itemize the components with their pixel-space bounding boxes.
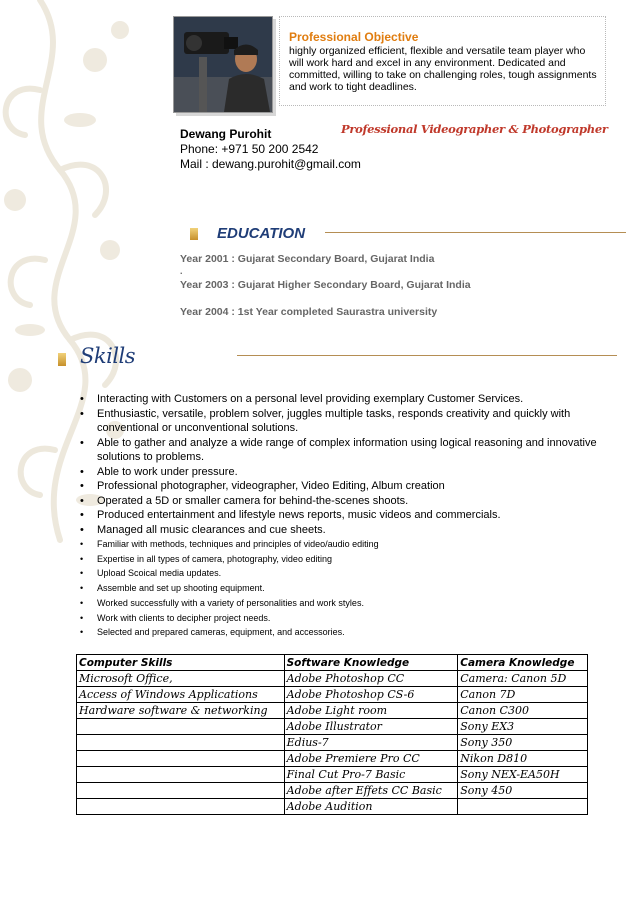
table-row	[77, 703, 588, 719]
table-row	[77, 783, 588, 799]
table-row	[77, 751, 588, 767]
table-header-cell: Software Knowledge	[284, 655, 458, 671]
skill-item: • Enthusiastic, versatile, problem solver, juggles multiple tasks, responds creativity and quickly with conventional or unconventional solutions.	[80, 407, 600, 436]
table-cell	[77, 799, 285, 815]
table-cell: Sony 450	[458, 783, 588, 799]
table-row	[77, 735, 588, 751]
table-cell: Microsoft Office,	[77, 671, 285, 687]
skill-item: • Professional photographer, videographer, Video Editing, Album creation	[80, 479, 600, 494]
table-cell: Camera: Canon 5D	[458, 671, 588, 687]
table-cell: Hardware software & networking	[77, 703, 285, 719]
table-cell	[77, 719, 285, 735]
table-cell	[77, 735, 285, 751]
table-row	[77, 719, 588, 735]
table-row	[77, 767, 588, 783]
table-cell: Adobe Illustrator	[284, 719, 458, 735]
table-cell	[458, 799, 588, 815]
table-cell: Edius-7	[284, 735, 458, 751]
skills-divider	[237, 355, 617, 356]
table-cell: Canon C300	[458, 703, 588, 719]
table-cell: Adobe after Effets CC Basic	[284, 783, 458, 799]
table-row	[77, 687, 588, 703]
objective-title: Professional Objective	[289, 30, 419, 44]
skill-item: • Operated a 5D or smaller camera for behind-the-scenes shoots.	[80, 494, 600, 509]
table-cell: Sony EX3	[458, 719, 588, 735]
table-cell	[77, 767, 285, 783]
skills-bullet-icon	[58, 353, 66, 366]
table-cell: Final Cut Pro-7 Basic	[284, 767, 458, 783]
skill-item: • Assemble and set up shooting equipment.	[80, 581, 600, 596]
skills-table	[76, 654, 588, 815]
table-cell	[77, 751, 285, 767]
table-cell	[77, 783, 285, 799]
skill-item: • Worked successfully with a variety of personalities and work styles.	[80, 596, 600, 611]
education-item: Year 2003 : Gujarat Higher Secondary Board, Gujarat India	[180, 279, 471, 291]
table-cell: Sony NEX-EA50H	[458, 767, 588, 783]
skill-item: • Familiar with methods, techniques and principles of video/audio editing	[80, 537, 600, 552]
table-cell: Adobe Light room	[284, 703, 458, 719]
table-header-row	[77, 655, 588, 671]
table-cell: Adobe Photoshop CS-6	[284, 687, 458, 703]
table-cell: Sony 350	[458, 735, 588, 751]
professional-title: Professional Videographer & Photographer	[341, 122, 608, 136]
skill-item: • Selected and prepared cameras, equipment, and accessories.	[80, 625, 600, 640]
objective-text: highly organized efficient, flexible and versatile team player who will work hard and excel in any environment. Dedicated and committed, willing to take on challenging roles, tough assignments and work to tight deadlines.	[289, 45, 597, 93]
education-item: Year 2004 : 1st Year completed Saurastra university	[180, 306, 438, 318]
skills-heading: Skills	[80, 344, 136, 368]
skills-list	[80, 392, 600, 640]
skill-item: • Produced entertainment and lifestyle news reports, music videos and commercials.	[80, 508, 600, 523]
education-item: Year 2001 : Gujarat Secondary Board, Gujarat India	[180, 253, 435, 265]
candidate-name: Dewang Purohit	[180, 127, 272, 141]
skill-item: • Managed all music clearances and cue sheets.	[80, 523, 600, 538]
skill-item: • Able to work under pressure.	[80, 465, 600, 480]
skill-item: • Expertise in all types of camera, photography, video editing	[80, 552, 600, 567]
table-cell: Adobe Photoshop CC	[284, 671, 458, 687]
skill-item: • Able to gather and analyze a wide range of complex information using logical reasoning and innovative solutions to problems.	[80, 436, 600, 465]
education-divider	[325, 232, 626, 233]
table-row	[77, 799, 588, 815]
table-row	[77, 671, 588, 687]
table-header-cell: Computer Skills	[77, 655, 285, 671]
skill-item: • Work with clients to decipher project needs.	[80, 611, 600, 626]
table-cell: Canon 7D	[458, 687, 588, 703]
skill-item: • Upload Scoical media updates.	[80, 566, 600, 581]
table-cell: Nikon D810	[458, 751, 588, 767]
email-address: Mail : dewang.purohit@gmail.com	[180, 157, 361, 171]
phone-number: Phone: +971 50 200 2542	[180, 142, 319, 156]
profile-photo	[173, 16, 273, 113]
table-cell: Adobe Premiere Pro CC	[284, 751, 458, 767]
table-cell: Access of Windows Applications	[77, 687, 285, 703]
education-heading: EDUCATION	[217, 225, 306, 242]
table-header-cell: Camera Knowledge	[458, 655, 588, 671]
education-item: .	[180, 266, 183, 276]
table-cell: Adobe Audition	[284, 799, 458, 815]
skill-item: • Interacting with Customers on a personal level providing exemplary Customer Services.	[80, 392, 600, 407]
education-bullet-icon	[190, 228, 198, 240]
